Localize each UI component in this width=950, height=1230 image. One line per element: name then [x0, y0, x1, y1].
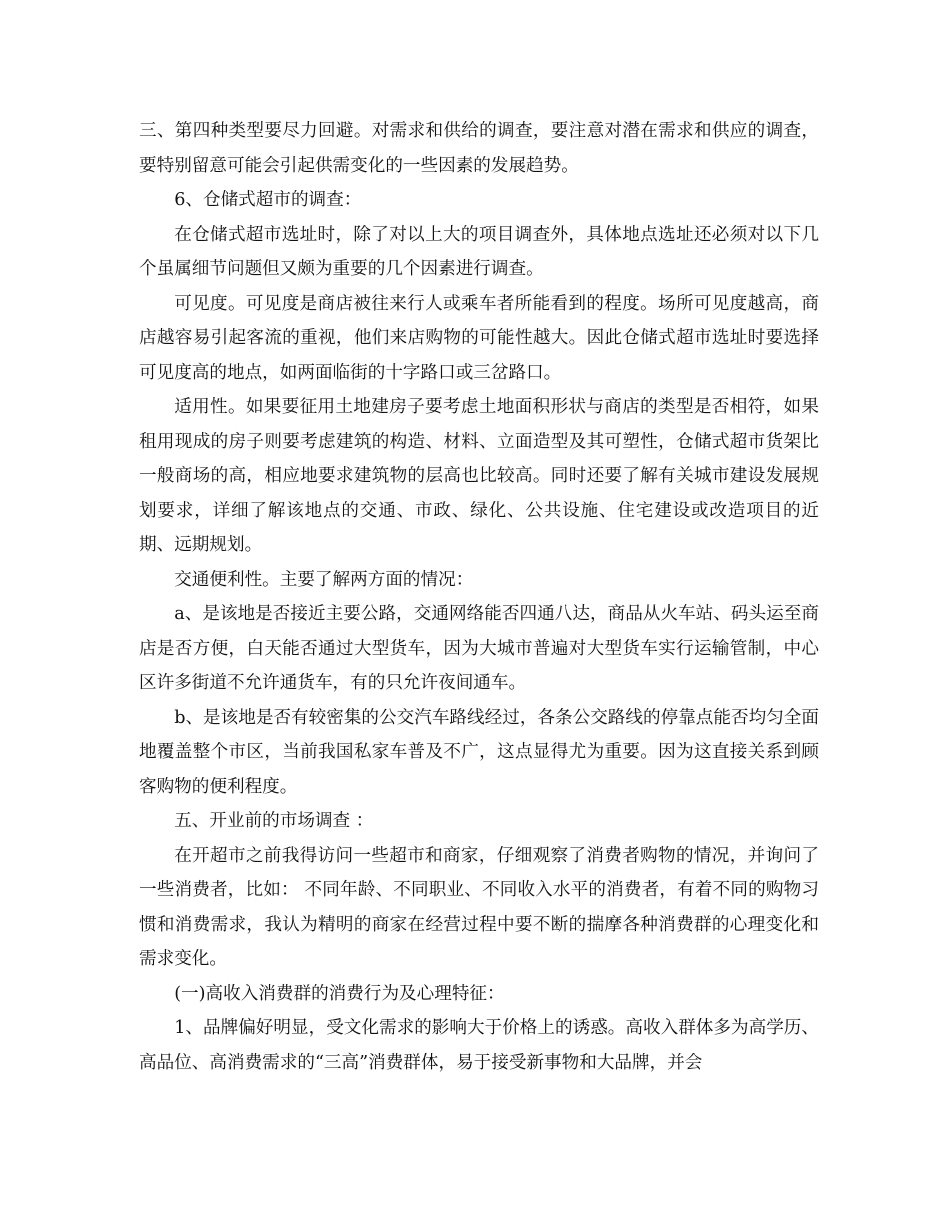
paragraph-6: 交通便利性。主要了解两方面的情况：	[174, 569, 474, 590]
document-body	[139, 114, 819, 1080]
paragraph-3: 在仓储式超市选址时，除了对以上大的项目调查外，具体地点选址还必须对以下几个虽属细节问题但又颇为重要的几个因素进行调查。	[139, 224, 819, 279]
paragraph-4: 可见度。可见度是商店被往来行人或乘车者所能看到的程度。场所可见度越高，商店越容易引起客流的重视，他们来店购物的可能性越大。因此仓储式超市选址时要选择可见度高的地点，如两面临街的十字路口或三岔路口。	[139, 293, 819, 383]
paragraph-7: a、是该地是否接近主要公路，交通网络能否四通八达，商品从火车站、码头运至商店是否方便，白天能否通过大型货车，因为大城市普遍对大型货车实行运输管制，中心区许多街道不允许通货车，有的只允许夜间通车。	[139, 604, 819, 693]
paragraph-5: 适用性。如果要征用土地建房子要考虑土地面积形状与商店的类型是否相符，如果租用现成的房子则要考虑建筑的构造、材料、立面造型及其可塑性，仓储式超市货架比一般商场的高，相应地要求建筑物的层高也比较高。同时还要了解有关城市建设发展规划要求，详细了解该地点的交通、市政、绿化、公共设施、住宅建设或改造项目的近期、远期规划。	[139, 397, 819, 555]
paragraph-12: 1、品牌偏好明显，受文化需求的影响大于价格上的诱惑。高收入群体多为高学历、高品位、高消费需求的“三高”消费群体，易于接受新事物和大品牌，并会	[139, 1018, 819, 1073]
paragraph-9: 五、开业前的市场调查 ：	[174, 811, 374, 831]
paragraph-11: (一)高收入消费群的消费行为及心理特征：	[174, 983, 505, 1004]
paragraph-2: 6、仓储式超市的调查：	[174, 190, 362, 210]
paragraph-1: 三、第四种类型要尽力回避。对需求和供给的调查，要注意对潜在需求和供应的调查，要特别留意可能会引起供需变化的一些因素的发展趋势。	[139, 121, 819, 176]
paragraph-8: b、是该地是否有较密集的公交汽车路线经过，各条公交路线的停靠点能否均匀全面地覆盖整个市区，当前我国私家车普及不广，这点显得尤为重要。因为这直接关系到顾客购物的便利程度。	[139, 707, 819, 797]
paragraph-10: 在开超市之前我得访问一些超市和商家，仔细观察了消费者购物的情况，并询问了一些消费者，比如： 不同年龄、不同职业、不同收入水平的消费者，有着不同的购物习惯和消费需求，我认为精明的商家在经营过程中要不断的揣摩各种消费群的心理变化和需求变化。	[139, 845, 819, 969]
